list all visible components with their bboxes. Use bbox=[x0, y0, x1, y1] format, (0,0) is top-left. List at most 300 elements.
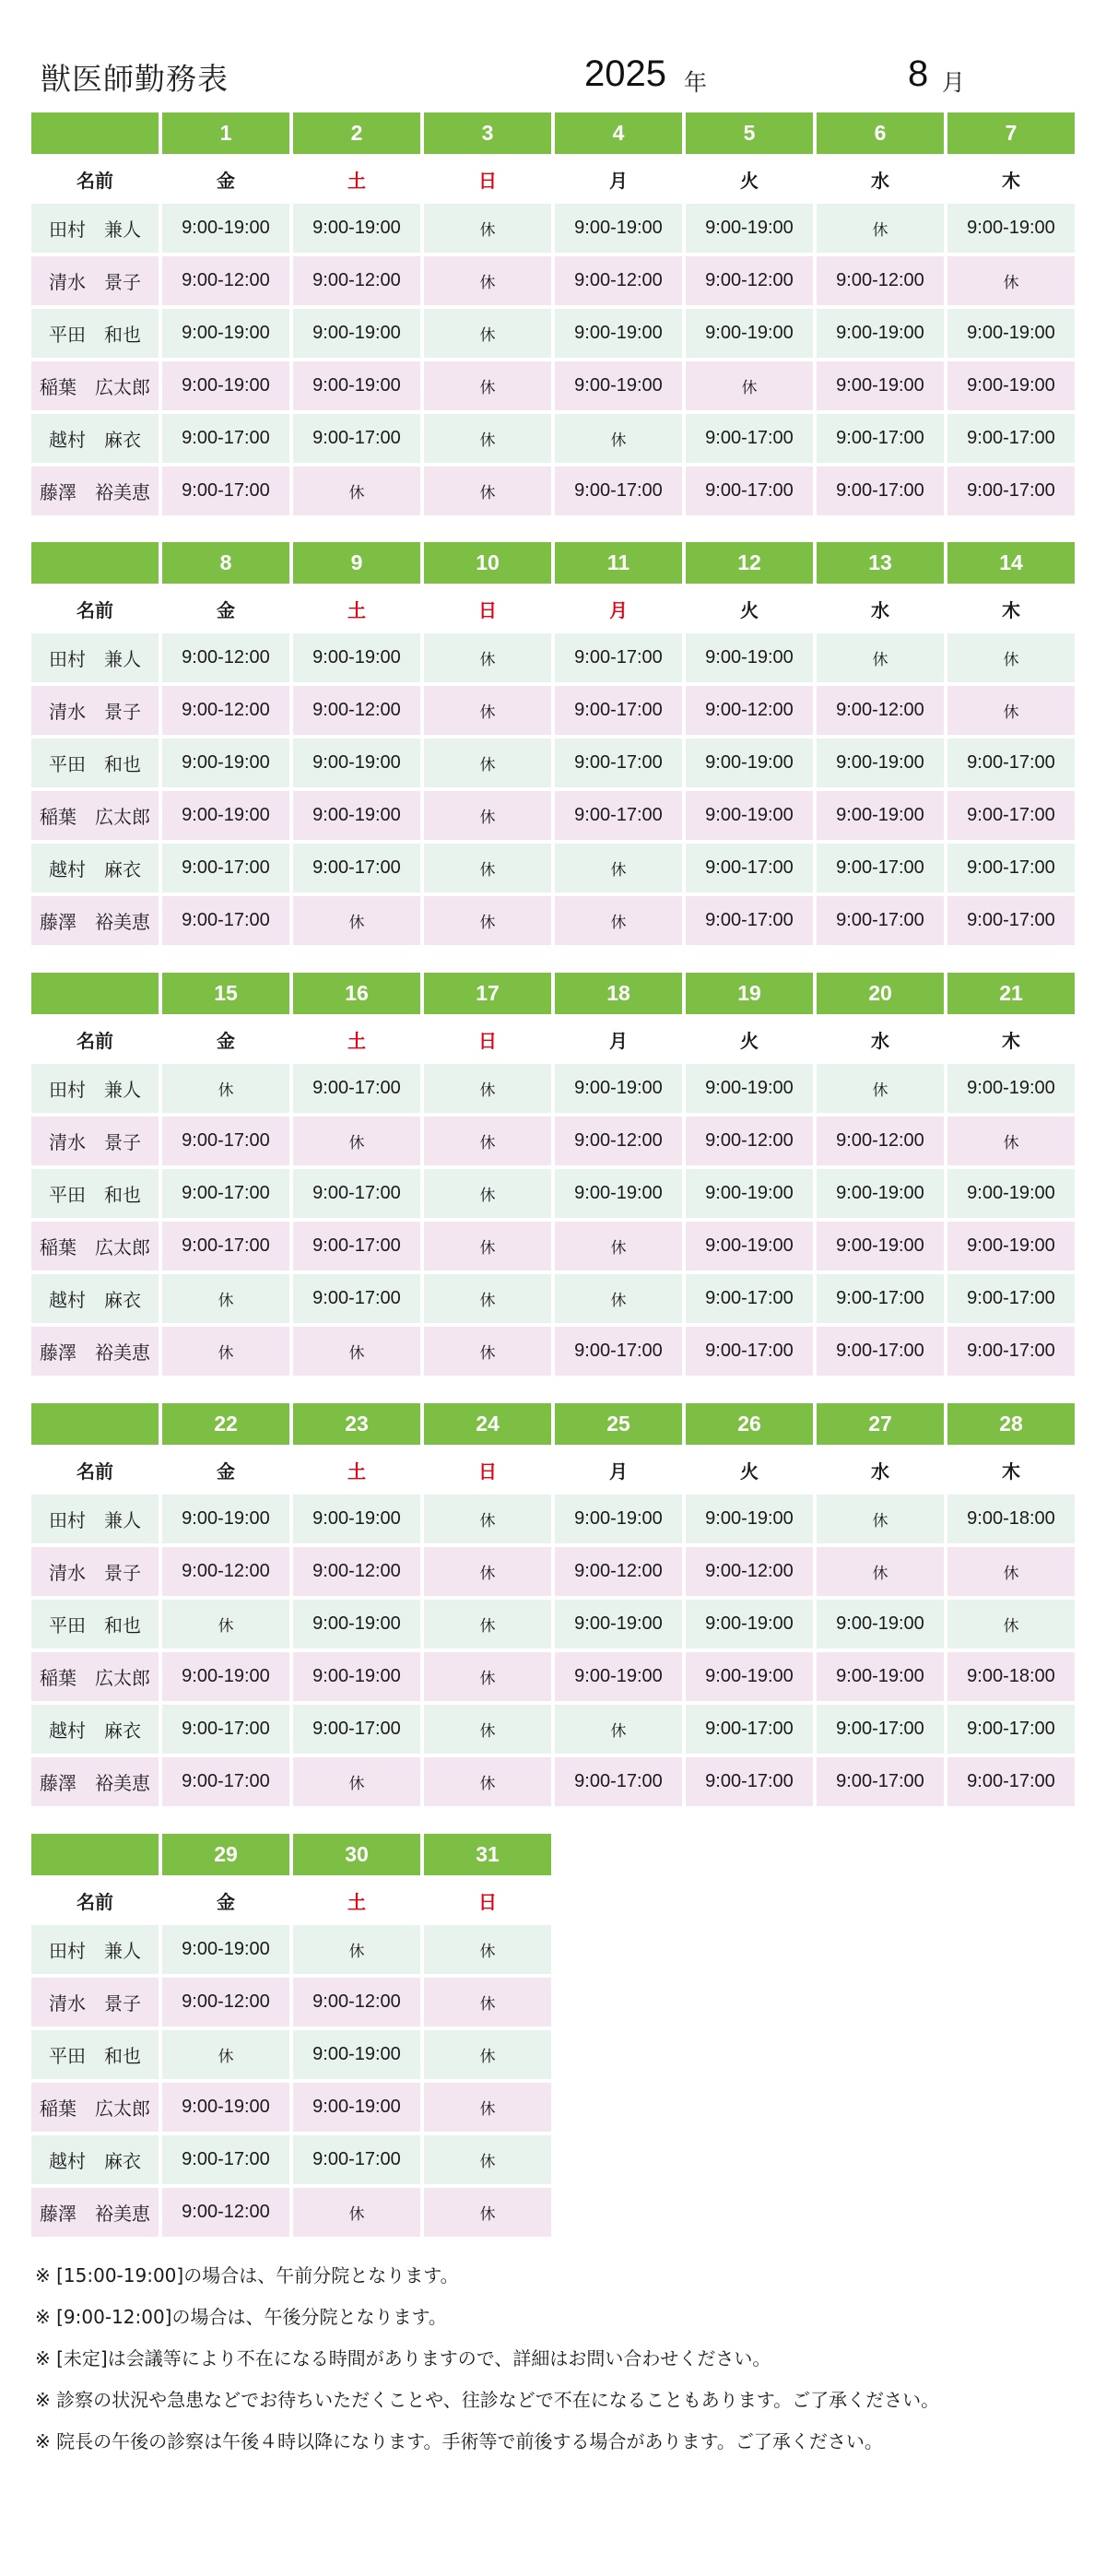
table-row bbox=[31, 309, 1075, 358]
staff-name: 越村 麻衣 bbox=[31, 414, 159, 463]
shift-cell: 休 bbox=[424, 309, 551, 358]
shift-cell: 9:00-12:00 bbox=[817, 1117, 944, 1165]
shift-cell: 休 bbox=[424, 1705, 551, 1754]
shift-cell: 9:00-17:00 bbox=[162, 1705, 289, 1754]
weekday-label: 土 bbox=[347, 169, 366, 192]
table-row bbox=[31, 1925, 551, 1974]
shift-cell: 9:00-19:00 bbox=[293, 361, 420, 410]
day-number: 19 bbox=[686, 973, 813, 1014]
shift-cell: 9:00-12:00 bbox=[686, 256, 813, 305]
day-number: 6 bbox=[817, 112, 944, 154]
shift-cell: 9:00-12:00 bbox=[555, 1547, 682, 1596]
shift-cell: 9:00-17:00 bbox=[162, 844, 289, 892]
shift-cell: 9:00-19:00 bbox=[293, 1495, 420, 1543]
shift-cell: 9:00-19:00 bbox=[947, 1169, 1075, 1218]
weekday-label: 金 bbox=[217, 598, 235, 621]
staff-name: 田村 兼人 bbox=[31, 633, 159, 682]
note: ※ 院長の午後の診察は午後４時以降になります。手術等で前後する場合があります。ご了承ください。 bbox=[35, 2430, 883, 2452]
shift-cell: 9:00-17:00 bbox=[293, 1274, 420, 1323]
shift-cell: 休 bbox=[555, 414, 682, 463]
weekday-label: 日 bbox=[478, 1890, 497, 1913]
shift-cell: 9:00-17:00 bbox=[817, 1274, 944, 1323]
shift-cell: 休 bbox=[817, 204, 944, 253]
shift-cell: 9:00-17:00 bbox=[162, 467, 289, 515]
shift-cell: 9:00-19:00 bbox=[686, 1600, 813, 1648]
day-number: 5 bbox=[686, 112, 813, 154]
day-number: 2 bbox=[293, 112, 420, 154]
shift-cell: 休 bbox=[817, 1547, 944, 1596]
table-row bbox=[31, 2083, 551, 2132]
shift-cell: 9:00-17:00 bbox=[555, 467, 682, 515]
shift-cell: 休 bbox=[424, 1495, 551, 1543]
staff-name: 平田 和也 bbox=[31, 1169, 159, 1218]
shift-cell: 9:00-19:00 bbox=[555, 1652, 682, 1701]
weekday-label: 月 bbox=[609, 1029, 628, 1052]
shift-cell: 9:00-17:00 bbox=[555, 739, 682, 787]
weekday-label: 木 bbox=[1002, 1029, 1020, 1052]
shift-cell: 休 bbox=[293, 1327, 420, 1376]
shift-cell: 9:00-19:00 bbox=[686, 1495, 813, 1543]
staff-name: 田村 兼人 bbox=[31, 1495, 159, 1543]
shift-cell: 9:00-19:00 bbox=[686, 309, 813, 358]
day-number: 27 bbox=[817, 1403, 944, 1445]
shift-cell: 9:00-12:00 bbox=[686, 1117, 813, 1165]
shift-cell: 9:00-17:00 bbox=[947, 1274, 1075, 1323]
shift-cell: 9:00-19:00 bbox=[817, 361, 944, 410]
shift-cell: 9:00-19:00 bbox=[947, 1222, 1075, 1270]
shift-cell: 休 bbox=[947, 1117, 1075, 1165]
staff-name: 藤澤 裕美恵 bbox=[31, 1757, 159, 1806]
shift-cell: 9:00-17:00 bbox=[947, 1757, 1075, 1806]
table-row bbox=[31, 204, 1075, 253]
shift-cell: 9:00-19:00 bbox=[686, 1222, 813, 1270]
weekday-label: 火 bbox=[740, 598, 759, 621]
shift-cell: 9:00-19:00 bbox=[686, 1064, 813, 1113]
day-number: 10 bbox=[424, 542, 551, 584]
table-row bbox=[31, 1547, 1075, 1596]
shift-cell: 9:00-17:00 bbox=[817, 1705, 944, 1754]
day-number: 12 bbox=[686, 542, 813, 584]
day-number: 28 bbox=[947, 1403, 1075, 1445]
day-number: 31 bbox=[424, 1834, 551, 1875]
shift-cell: 休 bbox=[424, 2188, 551, 2237]
header-corner bbox=[31, 542, 159, 584]
weekday-label: 土 bbox=[347, 598, 366, 621]
shift-cell: 9:00-19:00 bbox=[947, 204, 1075, 253]
shift-cell: 9:00-17:00 bbox=[947, 414, 1075, 463]
shift-cell: 9:00-19:00 bbox=[162, 739, 289, 787]
day-number: 20 bbox=[817, 973, 944, 1014]
staff-name: 稲葉 広太郎 bbox=[31, 1222, 159, 1270]
shift-cell: 9:00-17:00 bbox=[162, 1222, 289, 1270]
table-row bbox=[31, 256, 1075, 305]
table-row bbox=[31, 467, 1075, 515]
shift-cell: 9:00-19:00 bbox=[162, 309, 289, 358]
shift-cell: 休 bbox=[947, 633, 1075, 682]
shift-cell: 9:00-17:00 bbox=[293, 1705, 420, 1754]
shift-cell: 9:00-19:00 bbox=[817, 1652, 944, 1701]
shift-cell: 休 bbox=[424, 1064, 551, 1113]
table-row bbox=[31, 686, 1075, 735]
shift-cell: 9:00-19:00 bbox=[686, 204, 813, 253]
year-value: 2025 bbox=[584, 53, 666, 94]
shift-cell: 9:00-19:00 bbox=[686, 633, 813, 682]
shift-cell: 9:00-17:00 bbox=[817, 414, 944, 463]
shift-cell: 9:00-17:00 bbox=[162, 1169, 289, 1218]
weekday-label: 土 bbox=[347, 1029, 366, 1052]
day-number: 30 bbox=[293, 1834, 420, 1875]
shift-cell: 9:00-17:00 bbox=[293, 844, 420, 892]
table-row bbox=[31, 1169, 1075, 1218]
day-number: 29 bbox=[162, 1834, 289, 1875]
note: ※ 診察の状況や急患などでお待ちいただくことや、往診などで不在になることもあります。ご了承ください。 bbox=[35, 2389, 940, 2411]
shift-cell: 休 bbox=[424, 414, 551, 463]
shift-cell: 休 bbox=[424, 2135, 551, 2184]
day-number: 11 bbox=[555, 542, 682, 584]
weekday-label: 金 bbox=[217, 1459, 235, 1483]
shift-cell: 9:00-17:00 bbox=[817, 844, 944, 892]
staff-name: 藤澤 裕美恵 bbox=[31, 467, 159, 515]
shift-cell: 休 bbox=[293, 467, 420, 515]
shift-cell: 9:00-19:00 bbox=[293, 204, 420, 253]
weekday-label: 木 bbox=[1002, 598, 1020, 621]
shift-cell: 9:00-17:00 bbox=[293, 1169, 420, 1218]
weekday-label: 土 bbox=[347, 1890, 366, 1913]
shift-cell: 休 bbox=[817, 1064, 944, 1113]
table-row bbox=[31, 1117, 1075, 1165]
day-number: 25 bbox=[555, 1403, 682, 1445]
table-row bbox=[31, 1274, 1075, 1323]
shift-cell: 9:00-17:00 bbox=[555, 1757, 682, 1806]
shift-cell: 9:00-12:00 bbox=[293, 686, 420, 735]
shift-cell: 9:00-17:00 bbox=[686, 414, 813, 463]
shift-cell: 9:00-17:00 bbox=[162, 1117, 289, 1165]
table-row bbox=[31, 1652, 1075, 1701]
table-row bbox=[31, 896, 1075, 945]
shift-cell: 休 bbox=[424, 2083, 551, 2132]
staff-name: 越村 麻衣 bbox=[31, 844, 159, 892]
page-header bbox=[0, 0, 1106, 101]
staff-name: 平田 和也 bbox=[31, 1600, 159, 1648]
week-block bbox=[31, 538, 1078, 949]
shift-cell: 9:00-19:00 bbox=[555, 309, 682, 358]
weekday-label: 月 bbox=[609, 169, 628, 192]
shift-cell: 休 bbox=[947, 686, 1075, 735]
shift-cell: 9:00-12:00 bbox=[555, 1117, 682, 1165]
weekday-label: 水 bbox=[871, 169, 889, 192]
day-number: 16 bbox=[293, 973, 420, 1014]
table-row bbox=[31, 1495, 1075, 1543]
staff-name: 藤澤 裕美恵 bbox=[31, 896, 159, 945]
shift-cell: 休 bbox=[947, 256, 1075, 305]
table-row bbox=[31, 1757, 1075, 1806]
weekday-label: 火 bbox=[740, 1029, 759, 1052]
weekday-label: 水 bbox=[871, 1029, 889, 1052]
shift-cell: 休 bbox=[555, 844, 682, 892]
page-title: 獣医師勤務表 bbox=[41, 61, 229, 97]
shift-cell: 9:00-18:00 bbox=[947, 1652, 1075, 1701]
shift-cell: 休 bbox=[424, 204, 551, 253]
shift-cell: 9:00-19:00 bbox=[293, 633, 420, 682]
shift-cell: 休 bbox=[424, 633, 551, 682]
shift-cell: 9:00-17:00 bbox=[947, 1327, 1075, 1376]
shift-cell: 9:00-19:00 bbox=[817, 791, 944, 840]
shift-cell: 休 bbox=[162, 1327, 289, 1376]
table-row bbox=[31, 414, 1075, 463]
shift-cell: 9:00-19:00 bbox=[162, 361, 289, 410]
shift-cell: 休 bbox=[424, 1222, 551, 1270]
shift-cell: 9:00-17:00 bbox=[817, 467, 944, 515]
shift-cell: 9:00-19:00 bbox=[293, 309, 420, 358]
shift-cell: 休 bbox=[424, 1169, 551, 1218]
table-row bbox=[31, 633, 1075, 682]
staff-name: 稲葉 広太郎 bbox=[31, 1652, 159, 1701]
name-header: 名前 bbox=[76, 169, 113, 192]
month-unit: 月 bbox=[942, 69, 966, 96]
shift-cell: 休 bbox=[424, 686, 551, 735]
staff-name: 稲葉 広太郎 bbox=[31, 2083, 159, 2132]
shift-cell: 9:00-19:00 bbox=[293, 739, 420, 787]
shift-cell: 9:00-12:00 bbox=[162, 1547, 289, 1596]
shift-cell: 9:00-12:00 bbox=[293, 1978, 420, 2027]
weekday-label: 日 bbox=[478, 1459, 497, 1483]
shift-cell: 休 bbox=[293, 1757, 420, 1806]
shift-cell: 9:00-17:00 bbox=[686, 1757, 813, 1806]
shift-cell: 休 bbox=[817, 633, 944, 682]
shift-cell: 休 bbox=[162, 1600, 289, 1648]
shift-cell: 休 bbox=[162, 1274, 289, 1323]
shift-cell: 9:00-12:00 bbox=[162, 686, 289, 735]
staff-name: 藤澤 裕美恵 bbox=[31, 2188, 159, 2237]
day-number: 14 bbox=[947, 542, 1075, 584]
table-row bbox=[31, 1978, 551, 2027]
day-number: 13 bbox=[817, 542, 944, 584]
staff-name: 稲葉 広太郎 bbox=[31, 791, 159, 840]
shift-cell: 9:00-19:00 bbox=[162, 1925, 289, 1974]
weekday-label: 金 bbox=[217, 1029, 235, 1052]
shift-cell: 休 bbox=[947, 1600, 1075, 1648]
header-corner bbox=[31, 112, 159, 154]
shift-cell: 休 bbox=[162, 1064, 289, 1113]
shift-cell: 9:00-17:00 bbox=[293, 1064, 420, 1113]
shift-cell: 休 bbox=[424, 1925, 551, 1974]
day-number: 24 bbox=[424, 1403, 551, 1445]
day-number: 8 bbox=[162, 542, 289, 584]
day-number: 23 bbox=[293, 1403, 420, 1445]
shift-cell: 9:00-19:00 bbox=[555, 1064, 682, 1113]
shift-cell: 9:00-12:00 bbox=[162, 256, 289, 305]
shift-cell: 9:00-12:00 bbox=[162, 1978, 289, 2027]
shift-cell: 9:00-12:00 bbox=[555, 256, 682, 305]
shift-cell: 9:00-17:00 bbox=[947, 467, 1075, 515]
table-row bbox=[31, 2135, 551, 2184]
day-number: 1 bbox=[162, 112, 289, 154]
staff-name: 平田 和也 bbox=[31, 309, 159, 358]
header-corner bbox=[31, 1834, 159, 1875]
shift-cell: 9:00-19:00 bbox=[293, 791, 420, 840]
shift-cell: 9:00-19:00 bbox=[686, 791, 813, 840]
day-number: 21 bbox=[947, 973, 1075, 1014]
day-number: 15 bbox=[162, 973, 289, 1014]
shift-cell: 9:00-17:00 bbox=[555, 1327, 682, 1376]
staff-name: 清水 景子 bbox=[31, 1978, 159, 2027]
shift-cell: 9:00-19:00 bbox=[555, 1600, 682, 1648]
staff-name: 清水 景子 bbox=[31, 686, 159, 735]
shift-cell: 9:00-12:00 bbox=[162, 2188, 289, 2237]
shift-cell: 休 bbox=[162, 2030, 289, 2079]
week-block bbox=[31, 109, 1078, 519]
table-row bbox=[31, 1327, 1075, 1376]
shift-cell: 休 bbox=[424, 1757, 551, 1806]
weekday-label: 金 bbox=[217, 169, 235, 192]
staff-name: 田村 兼人 bbox=[31, 1925, 159, 1974]
staff-name: 越村 麻衣 bbox=[31, 2135, 159, 2184]
shift-cell: 9:00-17:00 bbox=[947, 844, 1075, 892]
schedule-table bbox=[28, 1830, 555, 2240]
staff-name: 清水 景子 bbox=[31, 256, 159, 305]
name-header: 名前 bbox=[76, 1029, 113, 1052]
shift-cell: 休 bbox=[817, 1495, 944, 1543]
shift-cell: 9:00-17:00 bbox=[947, 896, 1075, 945]
week-block bbox=[31, 1830, 555, 2240]
note: ※ [9:00-12:00]の場合は、午後分院となります。 bbox=[35, 2306, 447, 2328]
shift-cell: 休 bbox=[424, 1117, 551, 1165]
day-number: 9 bbox=[293, 542, 420, 584]
shift-cell: 9:00-19:00 bbox=[162, 1652, 289, 1701]
shift-cell: 休 bbox=[555, 896, 682, 945]
name-header: 名前 bbox=[76, 598, 113, 621]
shift-cell: 9:00-17:00 bbox=[162, 896, 289, 945]
staff-name: 越村 麻衣 bbox=[31, 1705, 159, 1754]
shift-cell: 休 bbox=[555, 1222, 682, 1270]
shift-cell: 休 bbox=[424, 1547, 551, 1596]
shift-cell: 休 bbox=[424, 467, 551, 515]
shift-cell: 休 bbox=[424, 361, 551, 410]
table-row bbox=[31, 844, 1075, 892]
shift-cell: 9:00-17:00 bbox=[686, 467, 813, 515]
shift-cell: 9:00-17:00 bbox=[947, 791, 1075, 840]
shift-cell: 休 bbox=[293, 1117, 420, 1165]
shift-cell: 9:00-19:00 bbox=[293, 1652, 420, 1701]
shift-cell: 休 bbox=[424, 1600, 551, 1648]
shift-cell: 9:00-17:00 bbox=[293, 414, 420, 463]
shift-cell: 9:00-19:00 bbox=[555, 204, 682, 253]
shift-cell: 9:00-12:00 bbox=[686, 1547, 813, 1596]
staff-name: 平田 和也 bbox=[31, 2030, 159, 2079]
shift-cell: 9:00-17:00 bbox=[817, 896, 944, 945]
shift-cell: 休 bbox=[293, 896, 420, 945]
shift-cell: 休 bbox=[686, 361, 813, 410]
shift-cell: 9:00-19:00 bbox=[293, 2083, 420, 2132]
week-block bbox=[31, 1400, 1078, 1810]
weekday-label: 月 bbox=[609, 598, 628, 621]
shift-cell: 9:00-19:00 bbox=[817, 1169, 944, 1218]
weekday-label: 月 bbox=[609, 1459, 628, 1483]
day-number: 3 bbox=[424, 112, 551, 154]
shift-cell: 休 bbox=[424, 791, 551, 840]
weekday-label: 木 bbox=[1002, 169, 1020, 192]
shift-cell: 9:00-19:00 bbox=[947, 1064, 1075, 1113]
table-row bbox=[31, 361, 1075, 410]
shift-cell: 9:00-12:00 bbox=[293, 1547, 420, 1596]
table-row bbox=[31, 1064, 1075, 1113]
shift-cell: 休 bbox=[947, 1547, 1075, 1596]
staff-name: 田村 兼人 bbox=[31, 204, 159, 253]
shift-cell: 休 bbox=[555, 1705, 682, 1754]
shift-cell: 9:00-17:00 bbox=[686, 1327, 813, 1376]
shift-cell: 休 bbox=[424, 1274, 551, 1323]
shift-cell: 9:00-19:00 bbox=[686, 1169, 813, 1218]
shift-cell: 休 bbox=[293, 2188, 420, 2237]
shift-cell: 9:00-17:00 bbox=[162, 1757, 289, 1806]
shift-cell: 9:00-17:00 bbox=[293, 1222, 420, 1270]
day-number: 4 bbox=[555, 112, 682, 154]
shift-cell: 9:00-17:00 bbox=[686, 1705, 813, 1754]
shift-cell: 9:00-19:00 bbox=[817, 1222, 944, 1270]
shift-cell: 9:00-12:00 bbox=[817, 686, 944, 735]
shift-cell: 9:00-19:00 bbox=[817, 739, 944, 787]
shift-cell: 休 bbox=[424, 256, 551, 305]
shift-cell: 9:00-17:00 bbox=[555, 791, 682, 840]
shift-cell: 休 bbox=[424, 1327, 551, 1376]
month-value: 8 bbox=[908, 53, 929, 94]
shift-cell: 9:00-17:00 bbox=[686, 896, 813, 945]
shift-cell: 9:00-17:00 bbox=[686, 844, 813, 892]
table-row bbox=[31, 1600, 1075, 1648]
staff-name: 田村 兼人 bbox=[31, 1064, 159, 1113]
notes bbox=[35, 2255, 1077, 2463]
shift-cell: 9:00-19:00 bbox=[293, 1600, 420, 1648]
week-block bbox=[31, 969, 1078, 1379]
shift-cell: 9:00-17:00 bbox=[947, 739, 1075, 787]
weekday-label: 土 bbox=[347, 1459, 366, 1483]
table-row bbox=[31, 2188, 551, 2237]
shift-cell: 9:00-19:00 bbox=[686, 1652, 813, 1701]
shift-cell: 9:00-19:00 bbox=[817, 309, 944, 358]
staff-name: 清水 景子 bbox=[31, 1117, 159, 1165]
shift-cell: 9:00-12:00 bbox=[817, 256, 944, 305]
staff-name: 平田 和也 bbox=[31, 739, 159, 787]
shift-cell: 休 bbox=[555, 1274, 682, 1323]
name-header: 名前 bbox=[76, 1890, 113, 1913]
weekday-label: 金 bbox=[217, 1890, 235, 1913]
shift-cell: 9:00-19:00 bbox=[555, 1495, 682, 1543]
table-row bbox=[31, 1705, 1075, 1754]
shift-cell: 9:00-19:00 bbox=[947, 361, 1075, 410]
shift-cell: 9:00-17:00 bbox=[555, 686, 682, 735]
shift-cell: 9:00-17:00 bbox=[817, 1757, 944, 1806]
shift-cell: 9:00-12:00 bbox=[162, 633, 289, 682]
weekday-label: 火 bbox=[740, 169, 759, 192]
shift-cell: 9:00-17:00 bbox=[947, 1705, 1075, 1754]
weekday-label: 日 bbox=[478, 598, 497, 621]
schedule-table bbox=[28, 969, 1078, 1379]
shift-cell: 9:00-19:00 bbox=[162, 204, 289, 253]
name-header: 名前 bbox=[76, 1459, 113, 1483]
shift-cell: 9:00-19:00 bbox=[555, 1169, 682, 1218]
shift-cell: 休 bbox=[424, 896, 551, 945]
table-row bbox=[31, 1222, 1075, 1270]
shift-cell: 9:00-17:00 bbox=[555, 633, 682, 682]
day-number: 18 bbox=[555, 973, 682, 1014]
shift-cell: 9:00-17:00 bbox=[817, 1327, 944, 1376]
staff-name: 稲葉 広太郎 bbox=[31, 361, 159, 410]
header-corner bbox=[31, 1403, 159, 1445]
shift-cell: 9:00-19:00 bbox=[162, 791, 289, 840]
shift-cell: 休 bbox=[424, 1652, 551, 1701]
shift-cell: 9:00-17:00 bbox=[162, 414, 289, 463]
staff-name: 藤澤 裕美恵 bbox=[31, 1327, 159, 1376]
